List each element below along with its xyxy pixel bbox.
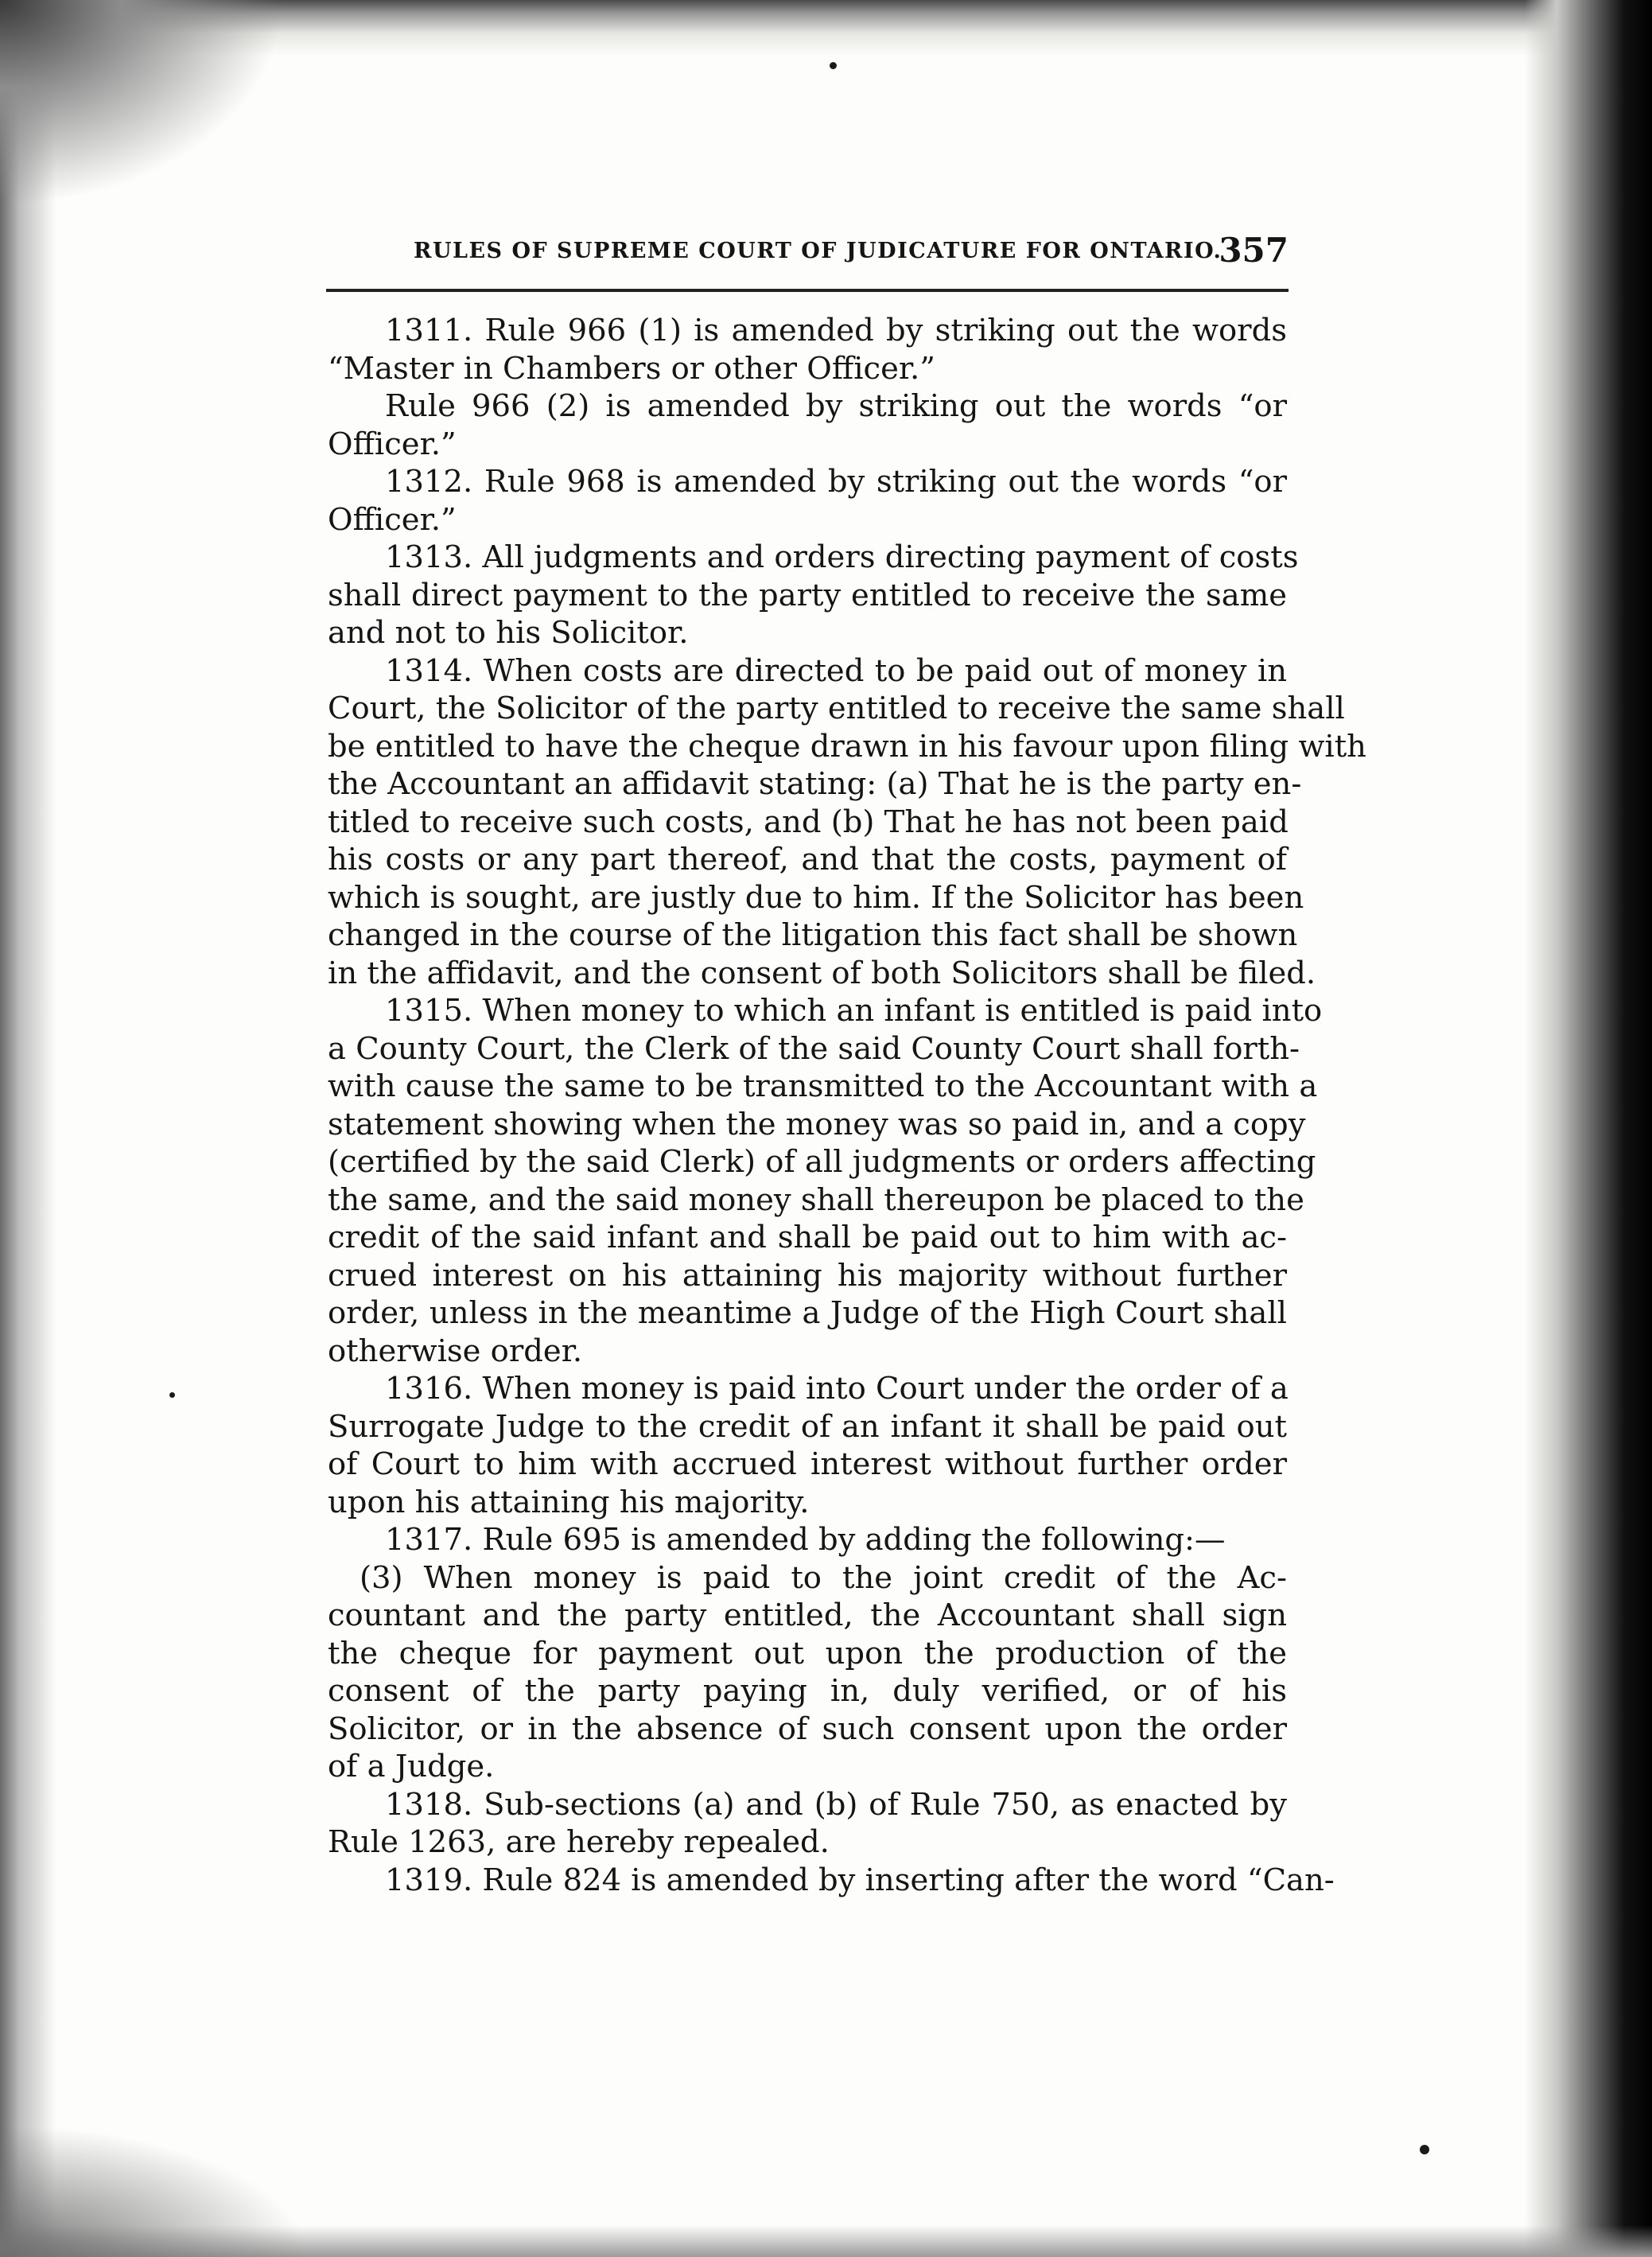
text-line: which is sought, are justly due to him. If the Solicitor has been: [328, 879, 1304, 916]
sub-rule-paragraph: [328, 1559, 1287, 1786]
page-number: 357: [1219, 231, 1289, 270]
text-line: upon his attaining his majority.: [328, 1484, 810, 1520]
scan-edge-left: [0, 0, 56, 2257]
rule-paragraph: [328, 1786, 1287, 1862]
scan-shadow-top-left: [0, 0, 286, 207]
text-line: his costs or any part thereof, and that the costs, payment of: [328, 842, 1287, 878]
text-line: consent of the party paying in, duly verified, or of his: [328, 1673, 1287, 1709]
text-line: 1314. When costs are directed to be paid out of money in: [385, 652, 1287, 689]
text-line: in the affidavit, and the consent of both Solicitors shall be filed.: [328, 955, 1316, 991]
speck-mark: [169, 1392, 175, 1398]
text-line: Officer.”: [328, 426, 457, 462]
text-line: 1312. Rule 968 is amended by striking out the words “or: [385, 464, 1287, 500]
text-line: 1319. Rule 824 is amended by inserting after the word “Can-: [385, 1862, 1335, 1898]
page-header: [374, 231, 1289, 278]
text-line: 1311. Rule 966 (1) is amended by striking out the words: [385, 313, 1287, 348]
text-line: titled to receive such costs, and (b) That he has not been paid: [328, 804, 1289, 840]
text-line: Surrogate Judge to the credit of an infant it shall be paid out: [328, 1408, 1287, 1445]
rule-paragraph: [328, 652, 1366, 993]
text-line: and not to his Solicitor.: [328, 615, 689, 651]
running-head: RULES OF SUPREME COURT OF JUDICATURE FOR ONTARIO.: [414, 239, 1222, 263]
text-line: otherwise order.: [328, 1333, 583, 1369]
rule-paragraph: [328, 312, 1287, 387]
text-line: changed in the course of the litigation this fact shall be shown: [328, 917, 1298, 953]
text-line: Rule 966 (2) is amended by striking out the words “or: [385, 388, 1287, 424]
speck-mark: [830, 62, 837, 69]
text-line: Solicitor, or in the absence of such consent upon the order: [328, 1710, 1287, 1747]
text-line: 1316. When money is paid into Court under the order of a: [385, 1371, 1289, 1407]
header-rule: [326, 289, 1289, 292]
text-line: order, unless in the meantime a Judge of the High Court shall: [328, 1295, 1287, 1331]
body-text: [328, 312, 1366, 1899]
text-line: credit of the said infant and shall be paid out to him with ac-: [328, 1220, 1287, 1255]
text-line: 1318. Sub-sections (a) and (b) of Rule 750, as enacted by: [385, 1786, 1287, 1823]
scan-edge-right: [1525, 0, 1652, 2257]
speck-mark: [1420, 2145, 1429, 2154]
text-line: of a Judge.: [328, 1749, 495, 1784]
text-line: 1315. When money to which an infant is entitled is paid into: [385, 993, 1323, 1029]
text-line: 1313. All judgments and orders directing payment of costs: [385, 539, 1299, 575]
text-line: Officer.”: [328, 501, 457, 538]
text-line: the Accountant an affidavit stating: (a) That he is the party en-: [328, 766, 1302, 802]
text-line: (3) When money is paid to the joint credit of the Ac-: [360, 1559, 1287, 1596]
rule-paragraph: [328, 1862, 1335, 1900]
text-line: shall direct payment to the party entitled to receive the same: [328, 577, 1287, 613]
rule-paragraph: [328, 387, 1287, 463]
text-line: countant and the party entitled, the Accountant shall sign: [328, 1597, 1287, 1633]
text-line: the same, and the said money shall thereupon be placed to the: [328, 1181, 1304, 1218]
text-line: 1317. Rule 695 is amended by adding the following:—: [385, 1522, 1226, 1558]
text-line: “Master in Chambers or other Officer.”: [328, 350, 935, 387]
scan-shadow-bottom-left: [0, 2114, 334, 2257]
text-line: of Court to him with accrued interest without further order: [328, 1446, 1287, 1482]
rule-paragraph: [328, 1521, 1287, 1559]
text-line: with cause the same to be transmitted to the Accountant with a: [328, 1068, 1318, 1104]
rule-paragraph: [328, 992, 1323, 1370]
rule-paragraph: [328, 539, 1299, 652]
text-line: statement showing when the money was so paid in, and a copy: [328, 1106, 1306, 1142]
text-line: (certified by the said Clerk) of all judgments or orders affecting: [328, 1144, 1316, 1180]
rule-paragraph: [328, 463, 1287, 539]
text-line: the cheque for payment out upon the production of the: [328, 1635, 1287, 1671]
text-line: Rule 1263, are hereby repealed.: [328, 1824, 830, 1860]
text-line: be entitled to have the cheque drawn in his favour upon filing with: [328, 728, 1366, 765]
text-line: crued interest on his attaining his majority without further: [328, 1257, 1287, 1294]
text-line: a County Court, the Clerk of the said County Court shall forth-: [328, 1030, 1300, 1067]
text-line: Court, the Solicitor of the party entitled to receive the same shall: [328, 691, 1345, 726]
rule-paragraph: [328, 1370, 1287, 1521]
